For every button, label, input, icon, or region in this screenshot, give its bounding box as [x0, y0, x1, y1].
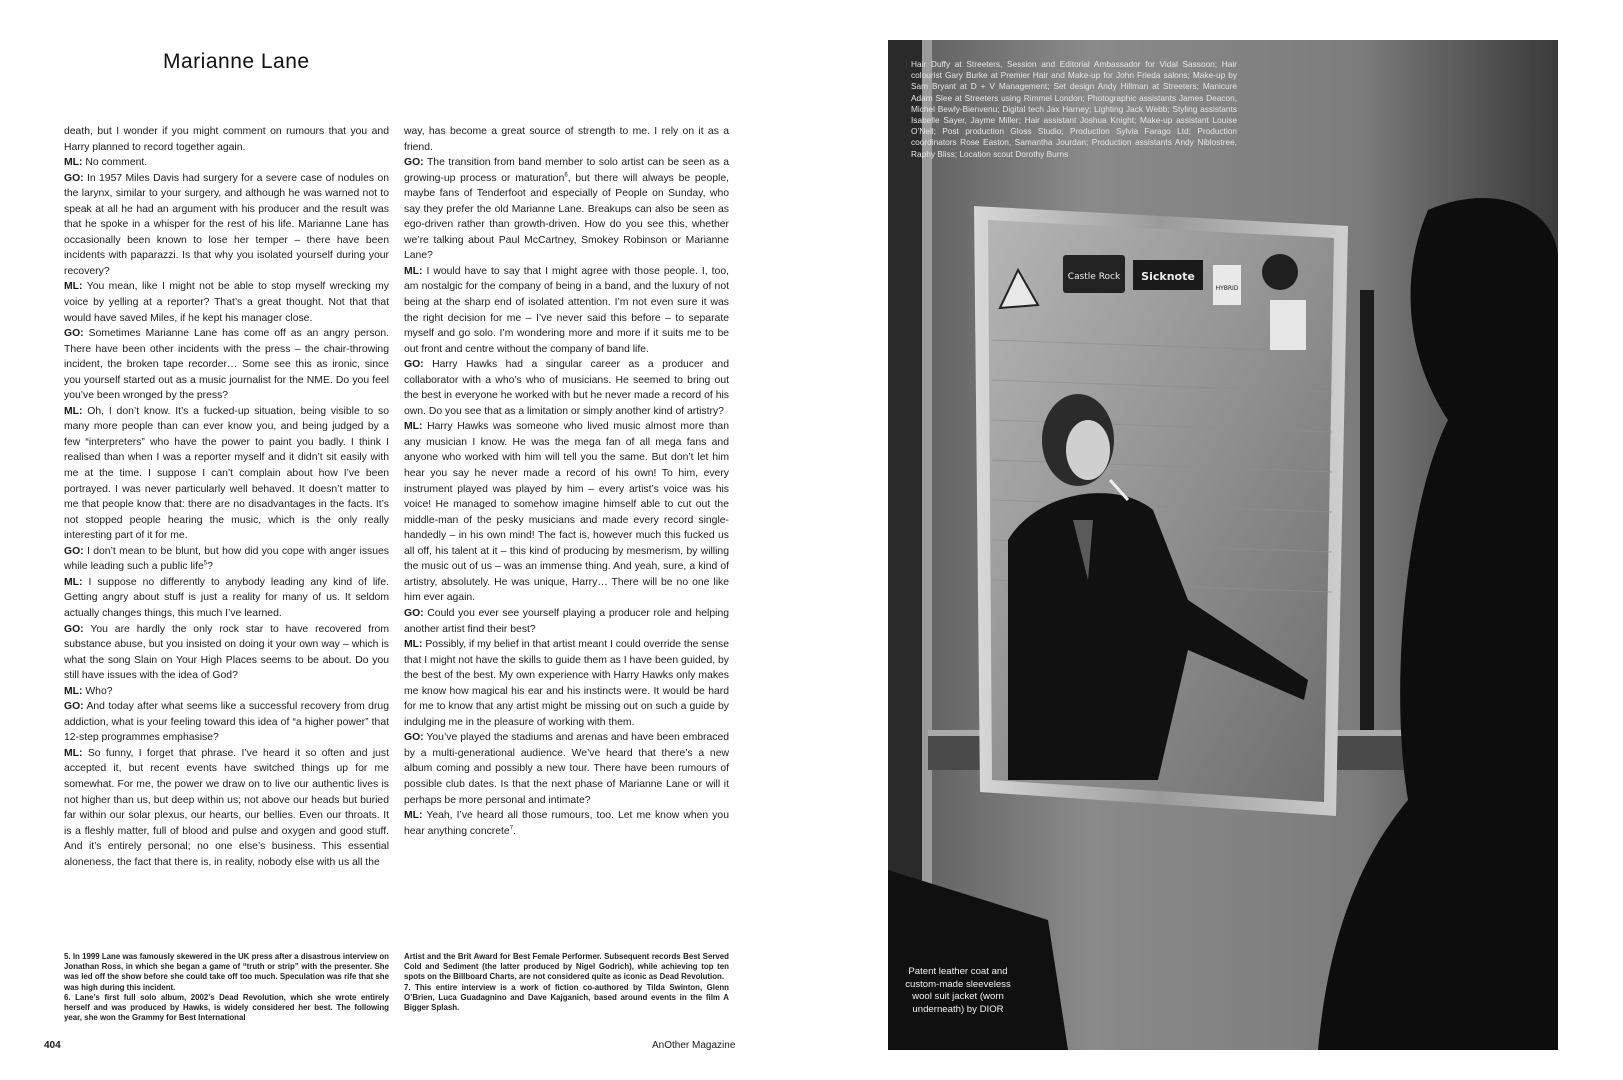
article-paragraph — [64, 124, 389, 155]
article-paragraph — [64, 544, 389, 575]
speaker-label: GO: — [404, 607, 424, 619]
paragraph-text: Yeah, I’ve heard all those rumours, too. Let me know when you hear anything concrete — [404, 810, 729, 837]
page-number: 404 — [44, 1040, 61, 1051]
article-paragraph — [404, 155, 729, 264]
article-paragraph — [404, 637, 729, 730]
paragraph-text: way, has become a great source of strength to me. I rely on it as a friend. — [404, 126, 729, 153]
article-paragraph — [404, 419, 729, 606]
article-paragraph — [404, 606, 729, 637]
photo-caption: Patent leather coat and custom-made sleeveless wool suit jacket (worn underneath) by DIOR — [905, 966, 1011, 1015]
footnote-text: Lane’s first full solo album, 2002’s Dead Revolution, which she wrote entirely herself and was produced by Hawks, is widely considered her best. The following year, she won the Grammy for Best International — [64, 992, 389, 1023]
article-paragraph — [64, 326, 389, 404]
paragraph-text: Possibly, if my belief in that artist meant I could override the sense that I might not have the skills to guide them as I have been guided, by the best of the best. My own experience with Harry Hawks only makes me know how magical his ear and his instincts were. It would be hard for me to know that any artist might be missing out on such a guide by indulging me in the pleasure of working with them. — [404, 639, 729, 728]
speaker-label: GO: — [64, 545, 84, 557]
article-paragraph — [404, 264, 729, 357]
speaker-label: GO: — [404, 732, 424, 744]
article-paragraph — [64, 155, 389, 171]
article-paragraph — [64, 746, 389, 870]
paragraph-text: Harry Hawks was someone who lived music almost more than any musician I know. He was the mega fan of all mega fans and anyone who worked with him will tell you the same. But don’t let him hear you say he never made a record of his own! To him, every instrument played was played by him – every artist’s voice was his voice! He managed to somehow imagine himself able to cut out the middle-man of the pesky musicians and made every record single-handedly – in his own mind! The fact is, however much this fucked us all off, his talent at it – this kind of producing by mesmerism, by willing the music out of us – was an immense thing. And yeah, sure, a kind of artistry, absolutely. He was unique, Harry… There will be no one like him ever again. — [404, 421, 729, 604]
footnote-ref: 5 — [203, 560, 208, 567]
footnote-number: 7. — [404, 982, 411, 992]
article-paragraph — [64, 575, 389, 622]
paragraph-text: I would have to say that I might agree with those people. I, too, am nostalgic for the company of being in a band, and the luxury of not being at the sharp end of isolated attention. I’m not even sure it was the right decision for me – I’ve never said this before – to separate myself and go solo. I’m wondering more and more if it suits me to be out front and centre without the company of band life. — [404, 265, 729, 355]
paragraph-text: death, but I wonder if you might comment on rumours that you and Harry planned to record together again. — [64, 126, 389, 153]
article-paragraph — [64, 684, 389, 700]
article-column-1 — [64, 124, 389, 870]
article-column-2 — [404, 124, 729, 839]
article-paragraph — [404, 808, 729, 839]
article-paragraph — [64, 622, 389, 684]
footnote — [404, 983, 729, 1014]
sticker-castle-rock: Castle Rock — [1067, 272, 1121, 282]
article-paragraph — [64, 699, 389, 746]
paragraph-text: The transition from band member to solo artist can be seen as a growing-up process or maturation — [404, 157, 729, 184]
footnote-text: Artist and the Brit Award for Best Female Performer. Subsequent records Best Served Cold and Sediment (the latter produced by Nigel Godrich), while achieving top ten spots on the Billboard Charts, are not considered quite as iconic as Dead Revolution. — [404, 952, 729, 982]
footnotes-left — [64, 952, 389, 1023]
speaker-label: ML: — [404, 421, 423, 433]
speaker-label: ML: — [404, 810, 423, 822]
paragraph-text: I don’t mean to be blunt, but how did you cope with anger issues while leading such a public life — [64, 545, 389, 573]
footnote — [404, 952, 729, 983]
footnote-ref: 7 — [509, 825, 514, 832]
paragraph-text: Could you ever see yourself playing a producer role and helping another artist find their best? — [404, 607, 730, 635]
footnotes-right — [404, 952, 729, 1013]
article-paragraph — [64, 404, 389, 544]
paragraph-text: You are hardly the only rock star to have recovered from substance abuse, but you insisted on doing it your own way – which is what the song Slain on Your High Places seems to be about. Do you still have issues with the idea of God? — [64, 623, 389, 682]
paragraph-text: In 1957 Miles Davis had surgery for a severe case of nodules on the larynx, similar to your surgery, and although he was warned not to speak at all he had an argument with his producer and the result was that he spoke in a whisper for the rest of his life. Marianne Lane has occasionally been known to lose her temper – there have been incidents with paparazzi. Is that why you isolated yourself during your recovery? — [64, 172, 390, 277]
speaker-label: ML: — [64, 747, 83, 759]
speaker-label: ML: — [64, 405, 83, 417]
footnote-number: 6. — [64, 992, 71, 1002]
speaker-label: ML: — [64, 157, 83, 169]
footnote — [64, 993, 389, 1024]
footnote-ref: 6 — [564, 172, 568, 179]
paragraph-text: Harry Hawks had a singular career as a producer and collaborator with a who’s who of musicians. He seemed to bring out the best in everyone he worked with but he never made a record of his own. Do you see that as a limitation or simply another kind of artistry? — [404, 359, 729, 417]
speaker-label: ML: — [64, 281, 83, 293]
article-paragraph — [64, 279, 389, 326]
speaker-label: GO: — [64, 623, 84, 635]
article-paragraph — [404, 730, 729, 808]
article-paragraph — [404, 357, 729, 419]
sticker-hybrid: HYBRID — [1215, 285, 1239, 292]
footnote-number: 5. — [64, 952, 71, 961]
paragraph-text: You mean, like I might not be able to stop myself wrecking my voice by yelling at a reporter? That’s a great thought. Not that that would have saved Miles, if he kept his manager close. — [64, 281, 390, 324]
footnote — [64, 952, 389, 993]
speaker-label: GO: — [64, 701, 84, 713]
paragraph-text: I suppose no differently to anybody leading any kind of life. Getting angry about stuff is just a reality for many of us. It seldom actually changes things, this much I’ve learned. — [64, 576, 389, 619]
footnote-text: This entire interview is a work of fiction co-authored by Tilda Swinton, Glenn O’Brien, Luca Guadagnino and Dave Kajganich, based around events in the film A Bigger Splash. — [404, 982, 729, 1013]
footnote-text: In 1999 Lane was famously skewered in the UK press after a disastrous interview on Jonathan Ross, in which she began a game of “truth or strip” with the presenter. She was led off the show before she could take off too much. Speculation was rife that she was high during this incident. — [64, 952, 389, 992]
paragraph-text: Sometimes Marianne Lane has come off as an angry person. There have been other incidents with the press – the chair-throwing incident, the broken tape recorder… Some see this as ironic, since you yourself started out as a music journalist for the NME. Do you feel you’ve been wronged by the press? — [64, 328, 389, 402]
speaker-label: GO: — [404, 359, 424, 371]
editorial-photo — [888, 40, 1558, 1050]
speaker-label: ML: — [404, 639, 423, 651]
article-paragraph — [64, 171, 389, 280]
photo-credits: Hair Duffy at Streeters, Session and Editorial Ambassador for Vidal Sassoon; Hair colourist Gary Burke at Premier Hair and Make-up for John Frieda salons; Make-up by Sam Bryant at D + V Management; Set design Andy Hillman at Streeters; Manicure Adam Slee at Streeters using Rimmel London; Photographic assistants James Deacon, Michel Bewly-Bienvenu; Digital tech Jax Harney; Lighting Jack Webb; Styling assistants Isabelle Sayer, Jayme Miller; Hair assistant Joshua Knight; Make-up assistant Louise O’Neil; Post production Gloss Studio; Production Sylvia Farago Ltd; Production coordinators Rose Easton, Samantha Jourdan; Production assistants Andy Niblostree, Raphy Bliss; Location scout Dorothy Burns — [911, 59, 1237, 159]
article-paragraph — [404, 124, 729, 155]
speaker-label: ML: — [404, 265, 423, 277]
speaker-label: GO: — [64, 328, 84, 340]
paragraph-text: Oh, I don’t know. It’s a fucked-up situation, being visible to so many more people than can ever know you, and being judged by a few “interpreters” who have the power to paint you badly. I think I realised than when I was a reporter myself and it didn’t sit easily with me at the time. I suppose I can’t complain about how I’ve been portrayed. I was never particularly well behaved. It doesn’t matter to me that people know that: there are no disadvantages in the facts. It’s not stopped people hearing the music, which is the only really interesting part of it for me. — [64, 405, 389, 542]
paragraph-text: Who? — [85, 685, 113, 697]
paragraph-text: You’ve played the stadiums and arenas and have been embraced by a multi-generational audience. We’ve heard that there’s a new album coming and possibly a new tour. There have been rumours of possible club dates. Is that the next phase of Marianne Lane or will it perhaps be more personal and intimate? — [404, 732, 729, 806]
paragraph-text: And today after what seems like a successful recovery from drug addiction, what is your feeling toward this idea of “a higher power” that 12-step programmes emphasise? — [64, 701, 389, 744]
paragraph-text-after: . — [513, 825, 516, 837]
paragraph-text: No comment. — [85, 157, 148, 169]
paragraph-text: So funny, I forget that phrase. I’ve heard it so often and just accepted it, but recent events have switched things up for me somewhat. For me, the power we draw on to live our authentic lives is not higher than us, but deep within us; not above our heads but buried far within our solar plexus, our hearts, our bellies. Even our throats. It is a fleshly matter, full of blood and pulse and oxygen and good stuff. And it’s entirely personal; no one else’s business. This essential aloneness, the fact that there is, in reality, nobody else with us all the — [64, 747, 389, 868]
sticker-sicknote: Sicknote — [1141, 270, 1195, 283]
paragraph-text-after: , but there will always be people, maybe fans of Tenderfoot and especially of People on Sunday, who say they prefer the old Marianne Lane. Breakups can also be seen as ego-driven rather than growth-driven. How do you see this, whether we’re talking about Paul McCartney, Smokey Robinson or Marianne Lane? — [404, 172, 729, 262]
speaker-label: GO: — [404, 157, 424, 169]
paragraph-text-after: ? — [207, 561, 213, 573]
article-title: Marianne Lane — [163, 50, 310, 74]
speaker-label: ML: — [64, 576, 83, 588]
magazine-name: AnOther Magazine — [652, 1040, 736, 1051]
speaker-label: ML: — [64, 685, 83, 697]
speaker-label: GO: — [64, 172, 84, 184]
